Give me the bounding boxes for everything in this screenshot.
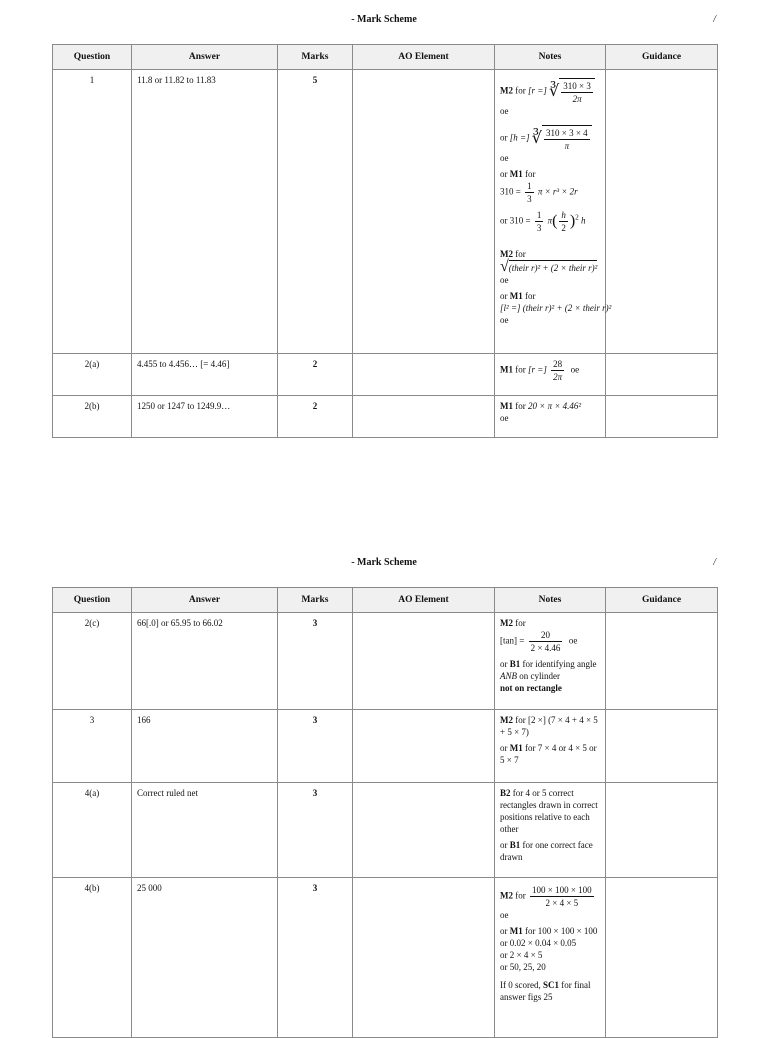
ao-element-cell xyxy=(353,878,495,1038)
table-row xyxy=(53,878,718,1038)
ao-element-cell xyxy=(353,354,495,396)
answer-cell: 166 xyxy=(132,710,278,783)
guidance-cell xyxy=(606,783,718,878)
answer-cell: 11.8 or 11.82 to 11.83 xyxy=(132,70,278,354)
table-row xyxy=(53,783,718,878)
answer-cell: 66[.0] or 65.95 to 66.02 xyxy=(132,613,278,710)
question-cell: 4(a) xyxy=(53,783,132,878)
question-cell: 2(a) xyxy=(53,354,132,396)
page-title: - Mark Scheme xyxy=(351,14,417,25)
answer-cell: 1250 or 1247 to 1249.9… xyxy=(132,396,278,438)
col-ao-element: AO Element xyxy=(353,588,495,613)
header-slash: / xyxy=(713,557,716,568)
guidance-cell xyxy=(606,396,718,438)
answer-cell: Correct ruled net xyxy=(132,783,278,878)
col-ao-element: AO Element xyxy=(353,45,495,70)
col-answer: Answer xyxy=(132,45,278,70)
notes-cell: B2 for 4 or 5 correct rectangles drawn in correct positions relative to each other or B1 for one correct face drawn xyxy=(495,783,606,878)
marks-cell: 2 xyxy=(278,354,353,396)
marks-cell: 3 xyxy=(278,878,353,1038)
marks-cell: 3 xyxy=(278,710,353,783)
table-row xyxy=(53,354,718,396)
table-header-row xyxy=(53,45,718,70)
table-row xyxy=(53,396,718,438)
col-notes: Notes xyxy=(495,588,606,613)
table-header-row xyxy=(53,588,718,613)
guidance-cell xyxy=(606,354,718,396)
marks-cell: 2 xyxy=(278,396,353,438)
col-guidance: Guidance xyxy=(606,588,718,613)
notes-cell: M2 for [r =] ∛ $\frac{310 \times 3}{2\pi}$ oe or [h =] ∛ $\frac{310 \times 3 \times 4}{\pi}$ oe or M1 for 310 = $\frac{1}{3}$ π × r³ × 2r or 310 = $\frac{1}{3}$ π( $\frac{h}{2}$ )$^2$ h M2 for √(their r)² + (2 × their r)² oe or M1 for [l² =] (their r)² + (2 × their r)² oe xyxy=(495,70,606,354)
col-question: Question xyxy=(53,588,132,613)
notes-cell: M1 for [r =] $\frac{28}{2\pi}$ oe xyxy=(495,354,606,396)
col-guidance: Guidance xyxy=(606,45,718,70)
notes-cell: M2 for $\frac{100 \times 100 \times 100}{2 \times 4 \times 5}$ oe or M1 for 100 × 100 × 100 or 0.02 × 0.04 × 0.05 or 2 × 4 × 5 or 50, 25, 20 If 0 scored, SC1 for final answer figs 25 xyxy=(495,878,606,1038)
header-slash: / xyxy=(713,14,716,25)
guidance-cell xyxy=(606,613,718,710)
table-row xyxy=(53,70,718,354)
page-title: - Mark Scheme xyxy=(351,557,417,568)
question-cell: 2(c) xyxy=(53,613,132,710)
notes-cell: M2 for [tan] = $\frac{20}{2 \times 4.46}$ oe or B1 for identifying angle ANB on cylinder not on rectangle xyxy=(495,613,606,710)
mark-scheme-table xyxy=(52,44,718,438)
table-row xyxy=(53,710,718,783)
question-cell: 4(b) xyxy=(53,878,132,1038)
marks-cell: 3 xyxy=(278,783,353,878)
mark-scheme-table xyxy=(52,587,718,1038)
ao-element-cell xyxy=(353,710,495,783)
col-notes: Notes xyxy=(495,45,606,70)
notes-cell: M1 for 20 × π × 4.46² oe xyxy=(495,396,606,438)
question-cell: 3 xyxy=(53,710,132,783)
ao-element-cell xyxy=(353,783,495,878)
page-2 xyxy=(0,543,768,1024)
marks-cell: 3 xyxy=(278,613,353,710)
guidance-cell xyxy=(606,710,718,783)
notes-cell: M2 for [2 ×] (7 × 4 + 4 × 5 + 5 × 7) or M1 for 7 × 4 or 4 × 5 or 5 × 7 xyxy=(495,710,606,783)
guidance-cell xyxy=(606,878,718,1038)
answer-cell: 4.455 to 4.456… [= 4.46] xyxy=(132,354,278,396)
col-marks: Marks xyxy=(278,588,353,613)
answer-cell: 25 000 xyxy=(132,878,278,1038)
marks-cell: 5 xyxy=(278,70,353,354)
table-row xyxy=(53,613,718,710)
col-answer: Answer xyxy=(132,588,278,613)
ao-element-cell xyxy=(353,613,495,710)
question-cell: 2(b) xyxy=(53,396,132,438)
ao-element-cell xyxy=(353,396,495,438)
question-cell: 1 xyxy=(53,70,132,354)
col-question: Question xyxy=(53,45,132,70)
ao-element-cell xyxy=(353,70,495,354)
col-marks: Marks xyxy=(278,45,353,70)
guidance-cell xyxy=(606,70,718,354)
